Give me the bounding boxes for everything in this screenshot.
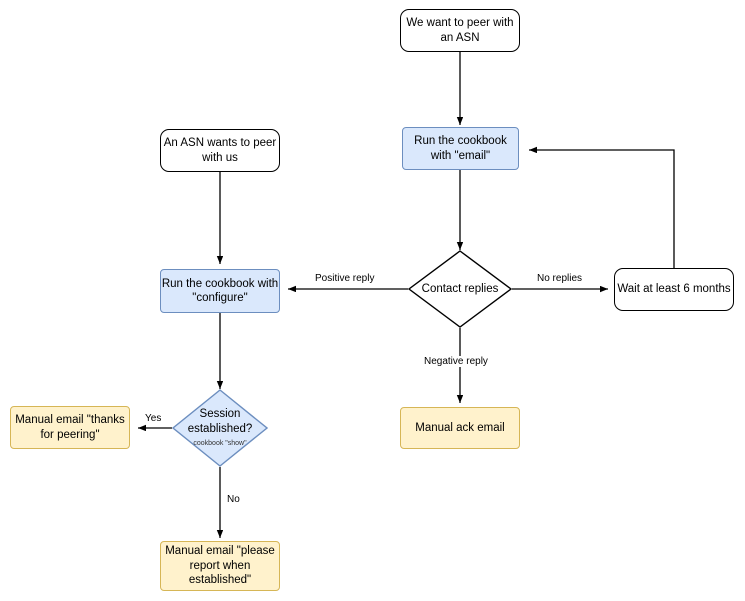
node-an-asn-wants-to-peer[interactable]: [160, 129, 280, 172]
edge-label-yes: Yes: [145, 413, 162, 424]
node-label-wrap: [408, 250, 512, 328]
node-session-established[interactable]: [172, 389, 268, 467]
node-label: Manual email "thanks for peering": [15, 414, 125, 441]
edge-label-positive-reply: Positive reply: [315, 273, 375, 284]
node-sublabel: cookbook "show": [193, 440, 247, 447]
node-contact-replies[interactable]: [408, 250, 512, 328]
node-label: Manual ack email: [415, 421, 505, 434]
node-label: Session established?: [187, 408, 253, 435]
node-manual-ack-email[interactable]: [400, 407, 520, 449]
node-label: Manual email "please report when established": [165, 545, 275, 587]
node-run-cookbook-configure[interactable]: [160, 269, 280, 313]
node-we-want-to-peer[interactable]: [400, 9, 520, 52]
node-label-wrap: [172, 389, 268, 467]
node-label: Contact replies: [421, 282, 499, 295]
node-wait-six-months[interactable]: [614, 268, 734, 311]
node-manual-report-email[interactable]: [160, 541, 280, 591]
node-label: An ASN wants to peer with us: [163, 137, 277, 164]
node-label: Run the cookbook with "email": [414, 135, 507, 162]
edge-label-no: No: [227, 494, 240, 505]
node-label: Wait at least 6 months: [617, 283, 731, 296]
edge-label-negative-reply: Negative reply: [424, 356, 488, 367]
node-label: We want to peer with an ASN: [406, 17, 514, 44]
node-label: Run the cookbook with "configure": [161, 277, 279, 304]
node-manual-thanks-email[interactable]: [10, 406, 130, 449]
node-run-cookbook-email[interactable]: [402, 127, 519, 170]
edge-label-no-replies: No replies: [537, 273, 583, 284]
